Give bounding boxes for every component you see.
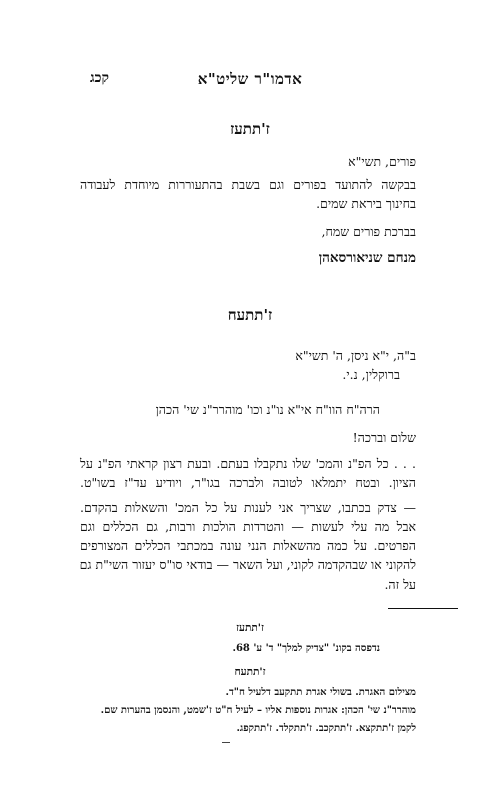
footnote-text: לקמן ז'תתקצא. ז'תתקכב. ז'תתקלד. ז'תתקפג. bbox=[236, 723, 416, 734]
letter-closing: בברכת פורים שמח, bbox=[321, 224, 416, 239]
letter-body-line: — צדק בכתבו, שצריך אני לענות על כל המכ' והשאלות בהקדם. bbox=[80, 500, 416, 515]
letter-addressee: הרה"ח הוו"ח אי"א נו"נ וכו' מוהרר"נ שי' הכהן bbox=[155, 402, 380, 417]
letter-body-line: להקוני או שבהקדמה לקוני, ועל השאר — בודאי סו"ס יעזור השי"ת גם bbox=[79, 557, 416, 572]
running-header-title: אדמו"ר שליט"א bbox=[197, 70, 303, 88]
letter-body-line: . . . כל הפ"נ והמכ' שלו נתקבלו בעתם. ובעת רצון קראתי הפ"נ על bbox=[80, 456, 416, 471]
footnote-divider bbox=[388, 608, 458, 609]
letter-number: ז'תתעח bbox=[227, 306, 273, 324]
footnote-text: מוהרר"נ שי' הכהן: אגרות נוספות אליו – לעיל ח"ט ז'שמט, והנסמן בהערות שם. bbox=[100, 705, 416, 716]
letter-place: ברוקלין, נ.י. bbox=[342, 367, 400, 382]
scan-mark bbox=[222, 742, 230, 743]
letter-body-line: הפרטים. על כמה מהשאלות הנני עונה במכתבי הכללים המצורפים bbox=[80, 538, 416, 553]
letter-signature: מנחם שניאורסאהן bbox=[318, 250, 416, 266]
page-number: קכג bbox=[90, 70, 109, 86]
letter-body-line: בחינוך ביראת שמים. bbox=[316, 196, 416, 211]
footnote-text: נדפסה בקונ' "צדיק למלך" ד' ע' 68. bbox=[232, 643, 380, 654]
letter-number: ז'תתעז bbox=[230, 120, 270, 138]
letter-body-line: על זה. bbox=[384, 577, 416, 592]
footnote-text: מצילום האגרת. בשולי אגרת תתקעב דלעיל ח"ד. bbox=[225, 687, 416, 698]
footnote-heading: ז'תתעח bbox=[234, 666, 266, 678]
letter-greeting: שלום וברכה! bbox=[352, 430, 416, 445]
letter-body-line: בבקשה להתועד בפורים וגם בשבת בהתעוררות מיוחדת לעבודה bbox=[80, 177, 416, 192]
letter-date: פורים, תשי"א bbox=[348, 154, 416, 169]
letter-date: ב"ה, י"א ניסן, ה' תשי"א bbox=[295, 348, 416, 363]
footnote-heading: ז'תתעז bbox=[236, 622, 264, 634]
letter-body-line: אבל מה עלי לעשות — והטרדות הולכות ורבות, גם הכללים וגם bbox=[80, 519, 416, 534]
letter-body-line: הציון. ובטח יתמלאו לטובה ולברכה בגו"ר, ויודיע עד"ז בשו"ט. bbox=[80, 475, 416, 490]
